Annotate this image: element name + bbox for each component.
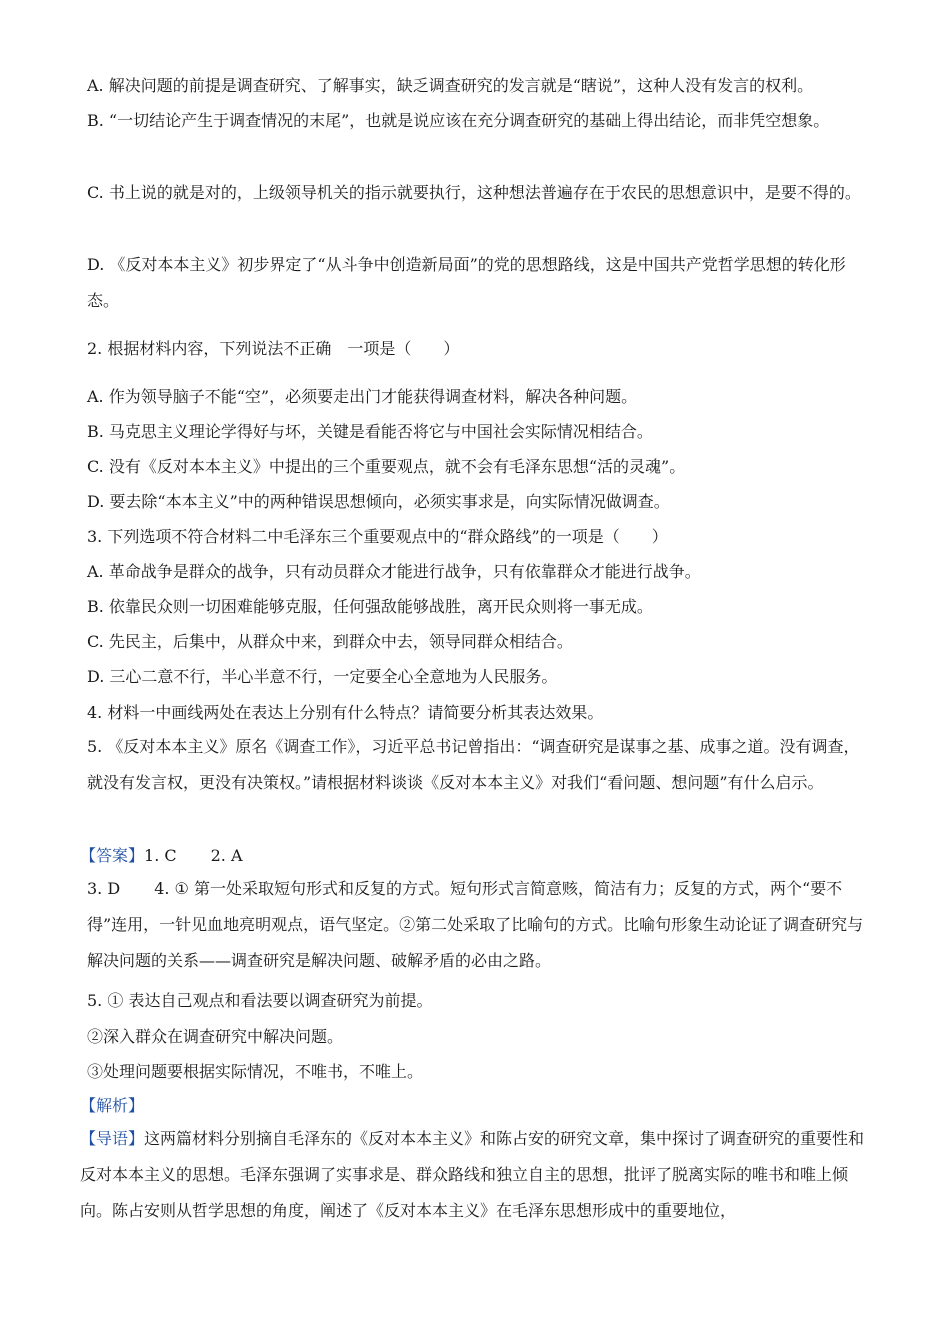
- q3-option-b: B. 依靠民众则一切困难能够克服，任何强敌能够战胜，离开民众则将一事无成。: [87, 597, 653, 616]
- q4-stem: 4. 材料一中画线两处在表达上分别有什么特点？请简要分析其表达效果。: [87, 703, 604, 722]
- answer-line-1: [80, 845, 860, 867]
- q2-option-a: A. 作为领导脑子不能“空”，必须要走出门才能获得调查材料，解决各种问题。: [87, 387, 638, 406]
- answer-1: 1. C: [144, 846, 177, 865]
- analysis-label: 【解析】: [80, 1096, 145, 1115]
- q2-stem: 2. 根据材料内容，下列说法不正确 一项是（ ）: [87, 339, 460, 358]
- guide-text: 这两篇材料分别摘自毛泽东的《反对本本主义》和陈占安的研究文章，集中探讨了调查研究的重要性和反对本本主义的思想。毛泽东强调了实事求是、群众路线和独立自主的思想，批评了脱离实际的唯书和唯上倾向。陈占安则从哲学思想的角度，阐述了《反对本本主义》在毛泽东思想形成中的重要地位，: [80, 1129, 865, 1220]
- q1-option-c: C. 书上说的就是对的，上级领导机关的指示就要执行，这种想法普遍存在于农民的思想意识中，是要不得的。: [87, 183, 861, 202]
- answer-3: 3. D: [87, 879, 121, 898]
- q1-option-a: A. 解决问题的前提是调查研究、了解事实，缺乏调查研究的发言就是“瞎说”，这种人没有发言的权利。: [87, 76, 814, 95]
- answer-line-2: [87, 871, 867, 979]
- q3-option-d: D. 三心二意不行，半心半意不行，一定要全心全意地为人民服务。: [87, 667, 558, 686]
- q2-option-b: B. 马克思主义理论学得好与坏，关键是看能否将它与中国社会实际情况相结合。: [87, 422, 653, 441]
- answer-5-point-3: ③处理问题要根据实际情况，不唯书，不唯上。: [87, 1062, 424, 1081]
- q5-stem: 5. 《反对本本主义》原名《调查工作》，习近平总书记曾指出：“调查研究是谋事之基、成事之道。没有调查，就没有发言权，更没有决策权。”请根据材料谈谈《反对本本主义》对我们“看问题、想问题”有什么启示。: [87, 737, 860, 792]
- guide-paragraph: [80, 1121, 867, 1229]
- q3-option-a: A. 革命战争是群众的战争，只有动员群众才能进行战争，只有依靠群众才能进行战争。: [87, 562, 701, 581]
- q3-option-c: C. 先民主，后集中，从群众中来，到群众中去，领导同群众相结合。: [87, 632, 573, 651]
- answer-5-point-1: 5. ① 表达自己观点和看法要以调查研究为前提。: [87, 991, 433, 1010]
- answer-5-point-2: ②深入群众在调查研究中解决问题。: [87, 1027, 344, 1046]
- answer-label: 【答案】: [80, 846, 145, 865]
- q2-option-d: D. 要去除“本本主义”中的两种错误思想倾向，必须实事求是，向实际情况做调查。: [87, 492, 670, 511]
- answer-2: 2. A: [210, 846, 243, 865]
- guide-label: 【导语】: [80, 1129, 145, 1148]
- q2-option-c: C. 没有《反对本本主义》中提出的三个重要观点，就不会有毛泽东思想“活的灵魂”。: [87, 457, 686, 476]
- q1-option-b: B. “一切结论产生于调查情况的末尾”，也就是说应该在充分调查研究的基础上得出结论，而非凭空想象。: [87, 111, 830, 130]
- q3-stem: 3. 下列选项不符合材料二中毛泽东三个重要观点中的“群众路线”的一项是（ ）: [87, 527, 668, 546]
- answer-4: 4. ① 第一处采取短句形式和反复的方式。短句形式言简意赅，简洁有力；反复的方式，两个“要不得”连用，一针见血地亮明观点，语气坚定。②第二处采取了比喻句的方式。比喻句形象生动论证了调查研究与解决问题的关系——调查研究是解决问题、破解矛盾的必由之路。: [87, 879, 864, 970]
- q1-option-d: D. 《反对本本主义》初步界定了“从斗争中创造新局面”的党的思想路线，这是中国共产党哲学思想的转化形态。: [87, 255, 846, 310]
